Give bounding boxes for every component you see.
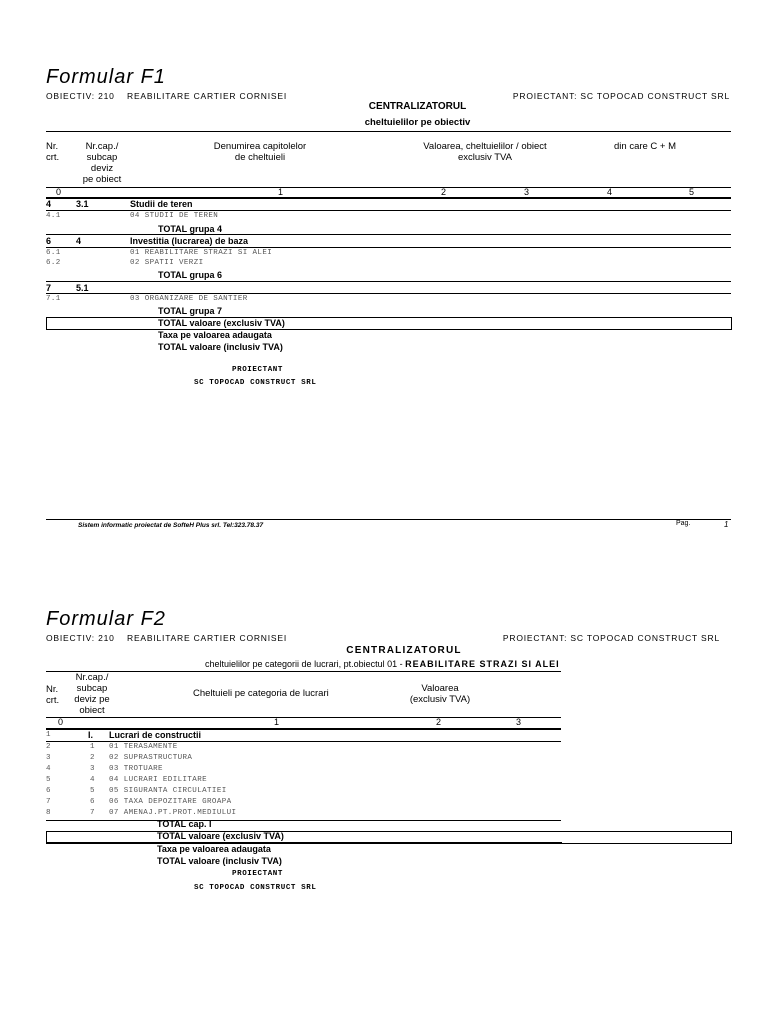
col-number: 1 <box>278 187 284 197</box>
divider <box>46 293 731 294</box>
page-label: Pag. <box>676 520 691 527</box>
row-nr: 3 <box>46 754 51 762</box>
col-number: 3 <box>524 187 530 197</box>
footer-text: Sistem informatic proiectat de SofteH Plus srl. Tel:323.78.37 <box>78 522 264 529</box>
divider <box>46 210 731 211</box>
divider <box>46 717 561 718</box>
col-number: 0 <box>56 187 62 197</box>
table-subheading: cheltuielilor pe obiectiv <box>364 117 471 128</box>
col-header-name-line1: Denumirea capitolelor <box>213 141 307 152</box>
col-header-category: Cheltuieli pe categoria de lucrari <box>193 688 329 699</box>
vat-row: Taxa pe valoarea adaugata <box>157 844 271 854</box>
col-header-cap <box>62 672 122 716</box>
col-header-cap-line3: deviz <box>90 163 114 174</box>
row-item-name: 04 STUDII DE TEREN <box>130 212 219 220</box>
col-header-value-line1: Valoarea <box>421 683 459 694</box>
row-nr: 4.1 <box>46 212 61 220</box>
col-header-nr <box>46 141 59 163</box>
divider <box>46 131 731 132</box>
col-number: 5 <box>689 187 695 197</box>
row-item-name: 02 SUPRASTRUCTURA <box>109 754 193 762</box>
col-header-cap-line4: obiect <box>79 705 105 716</box>
col-header-cap-line4: pe obiect <box>82 174 122 185</box>
signature-company: SC TOPOCAD CONSTRUCT SRL <box>194 379 317 387</box>
row-item-name: 03 ORGANIZARE DE SANTIER <box>130 295 248 303</box>
col-number: 2 <box>436 717 442 727</box>
row-cap: 7 <box>90 809 95 817</box>
col-header-cap <box>72 141 132 185</box>
table-heading: CENTRALIZATORUL <box>346 645 462 656</box>
row-total: TOTAL cap. I <box>157 819 212 829</box>
table-heading: CENTRALIZATORUL <box>368 101 467 112</box>
row-cap: 3.1 <box>76 199 89 209</box>
col-header-cm: din care C + M <box>614 141 677 152</box>
page-number: 1 <box>724 520 729 529</box>
col-header-nr <box>46 684 59 706</box>
objective-name: REABILITARE CARTIER CORNISEI <box>127 91 288 101</box>
col-header-cap-line1: Nr.cap./ <box>75 672 109 683</box>
row-nr: 7 <box>46 283 52 293</box>
row-item-name: 01 TERASAMENTE <box>109 743 178 751</box>
footer-divider <box>46 519 731 520</box>
row-nr: 1 <box>46 731 51 739</box>
col-header-value-line2: (exclusiv TVA) <box>409 694 471 705</box>
row-nr: 2 <box>46 743 51 751</box>
subheading-text: cheltuielilor pe categorii de lucrari, pt.obiectul 01 - <box>205 659 406 669</box>
table-subheading <box>205 659 560 669</box>
row-cap: I. <box>88 730 94 740</box>
divider <box>46 281 731 282</box>
col-number: 2 <box>441 187 447 197</box>
row-cap: 5.1 <box>76 283 89 293</box>
col-header-nr-line2: crt. <box>46 695 60 706</box>
row-cap: 2 <box>90 754 95 762</box>
total-excl-vat: TOTAL valoare (exclusiv TVA) <box>157 831 284 841</box>
col-header-nr-line2: crt. <box>46 152 60 163</box>
col-header-cap-line2: subcap <box>76 683 108 694</box>
divider <box>46 842 562 844</box>
total-incl-vat: TOTAL valoare (inclusiv TVA) <box>158 342 283 352</box>
signature-company: SC TOPOCAD CONSTRUCT SRL <box>194 884 317 892</box>
vat-row: Taxa pe valoarea adaugata <box>158 330 272 340</box>
row-chapter-name: Lucrari de constructii <box>109 730 202 740</box>
designer-label: PROIECTANT: SC TOPOCAD CONSTRUCT SRL <box>512 91 730 101</box>
row-nr: 6.2 <box>46 259 61 267</box>
row-item-name: 01 REABILITARE STRAZI SI ALEI <box>130 249 273 257</box>
signature-role: PROIECTANT <box>232 870 284 878</box>
row-chapter-name: Studii de teren <box>130 199 193 209</box>
row-nr: 5 <box>46 776 51 784</box>
form-title: Formular F1 <box>46 66 166 88</box>
row-cap: 4 <box>76 236 82 246</box>
objective-code: OBIECTIV: 210 <box>46 91 115 101</box>
col-header-cap-line1: Nr.cap./ <box>85 141 119 152</box>
row-item-name: 06 TAXA DEPOZITARE GROAPA <box>109 798 232 806</box>
row-nr: 7.1 <box>46 295 61 303</box>
row-total: TOTAL grupa 6 <box>158 270 223 280</box>
col-number: 1 <box>274 717 280 727</box>
form-title: Formular F2 <box>46 608 166 630</box>
row-cap: 6 <box>90 798 95 806</box>
col-number: 3 <box>516 717 522 727</box>
row-chapter-name: Investitia (lucrarea) de baza <box>130 236 249 246</box>
total-excl-vat: TOTAL valoare (exclusiv TVA) <box>158 318 285 328</box>
total-excl-box <box>46 317 732 330</box>
col-header-value-line1: Valoarea, cheltuielilor / obiect <box>423 141 547 152</box>
row-cap: 3 <box>90 765 95 773</box>
row-nr: 6 <box>46 236 52 246</box>
total-incl-vat: TOTAL valoare (inclusiv TVA) <box>157 856 282 866</box>
designer-label: PROIECTANT: SC TOPOCAD CONSTRUCT SRL <box>502 633 720 643</box>
col-number: 4 <box>607 187 613 197</box>
row-item-name: 07 AMENAJ.PT.PROT.MEDIULUI <box>109 809 237 817</box>
row-item-name: 02 SPATII VERZI <box>130 259 204 267</box>
divider <box>46 671 561 672</box>
col-header-cap-line2: subcap <box>86 152 118 163</box>
row-nr: 6 <box>46 787 51 795</box>
col-header-name <box>180 141 340 163</box>
row-nr: 6.1 <box>46 249 61 257</box>
divider <box>46 247 731 248</box>
objective-code: OBIECTIV: 210 <box>46 633 115 643</box>
col-header-cap-line3: deviz pe <box>74 694 110 705</box>
row-nr: 4 <box>46 199 52 209</box>
row-cap: 4 <box>90 776 95 784</box>
signature-role: PROIECTANT <box>232 366 284 374</box>
row-nr: 4 <box>46 765 51 773</box>
divider <box>46 234 731 235</box>
row-total: TOTAL grupa 4 <box>158 224 223 234</box>
row-total: TOTAL grupa 7 <box>158 306 223 316</box>
row-nr: 7 <box>46 798 51 806</box>
row-item-name: 04 LUCRARI EDILITARE <box>109 776 208 784</box>
col-header-nr-line1: Nr. <box>46 684 59 695</box>
divider <box>46 187 731 188</box>
objective-name: REABILITARE CARTIER CORNISEI <box>127 633 288 643</box>
col-number: 0 <box>58 717 64 727</box>
col-header-value-line2: exclusiv TVA <box>457 152 513 163</box>
divider <box>46 741 561 742</box>
col-header-value <box>390 683 490 705</box>
col-header-nr-line1: Nr. <box>46 141 59 152</box>
subheading-object: REABILITARE STRAZI SI ALEI <box>405 659 560 669</box>
row-nr: 8 <box>46 809 51 817</box>
row-item-name: 03 TROTUARE <box>109 765 163 773</box>
row-item-name: 05 SIGURANTA CIRCULATIEI <box>109 787 227 795</box>
row-cap: 5 <box>90 787 95 795</box>
col-header-name-line2: de cheltuieli <box>234 152 286 163</box>
divider <box>46 820 561 821</box>
row-cap: 1 <box>90 743 95 751</box>
col-header-value <box>400 141 570 163</box>
